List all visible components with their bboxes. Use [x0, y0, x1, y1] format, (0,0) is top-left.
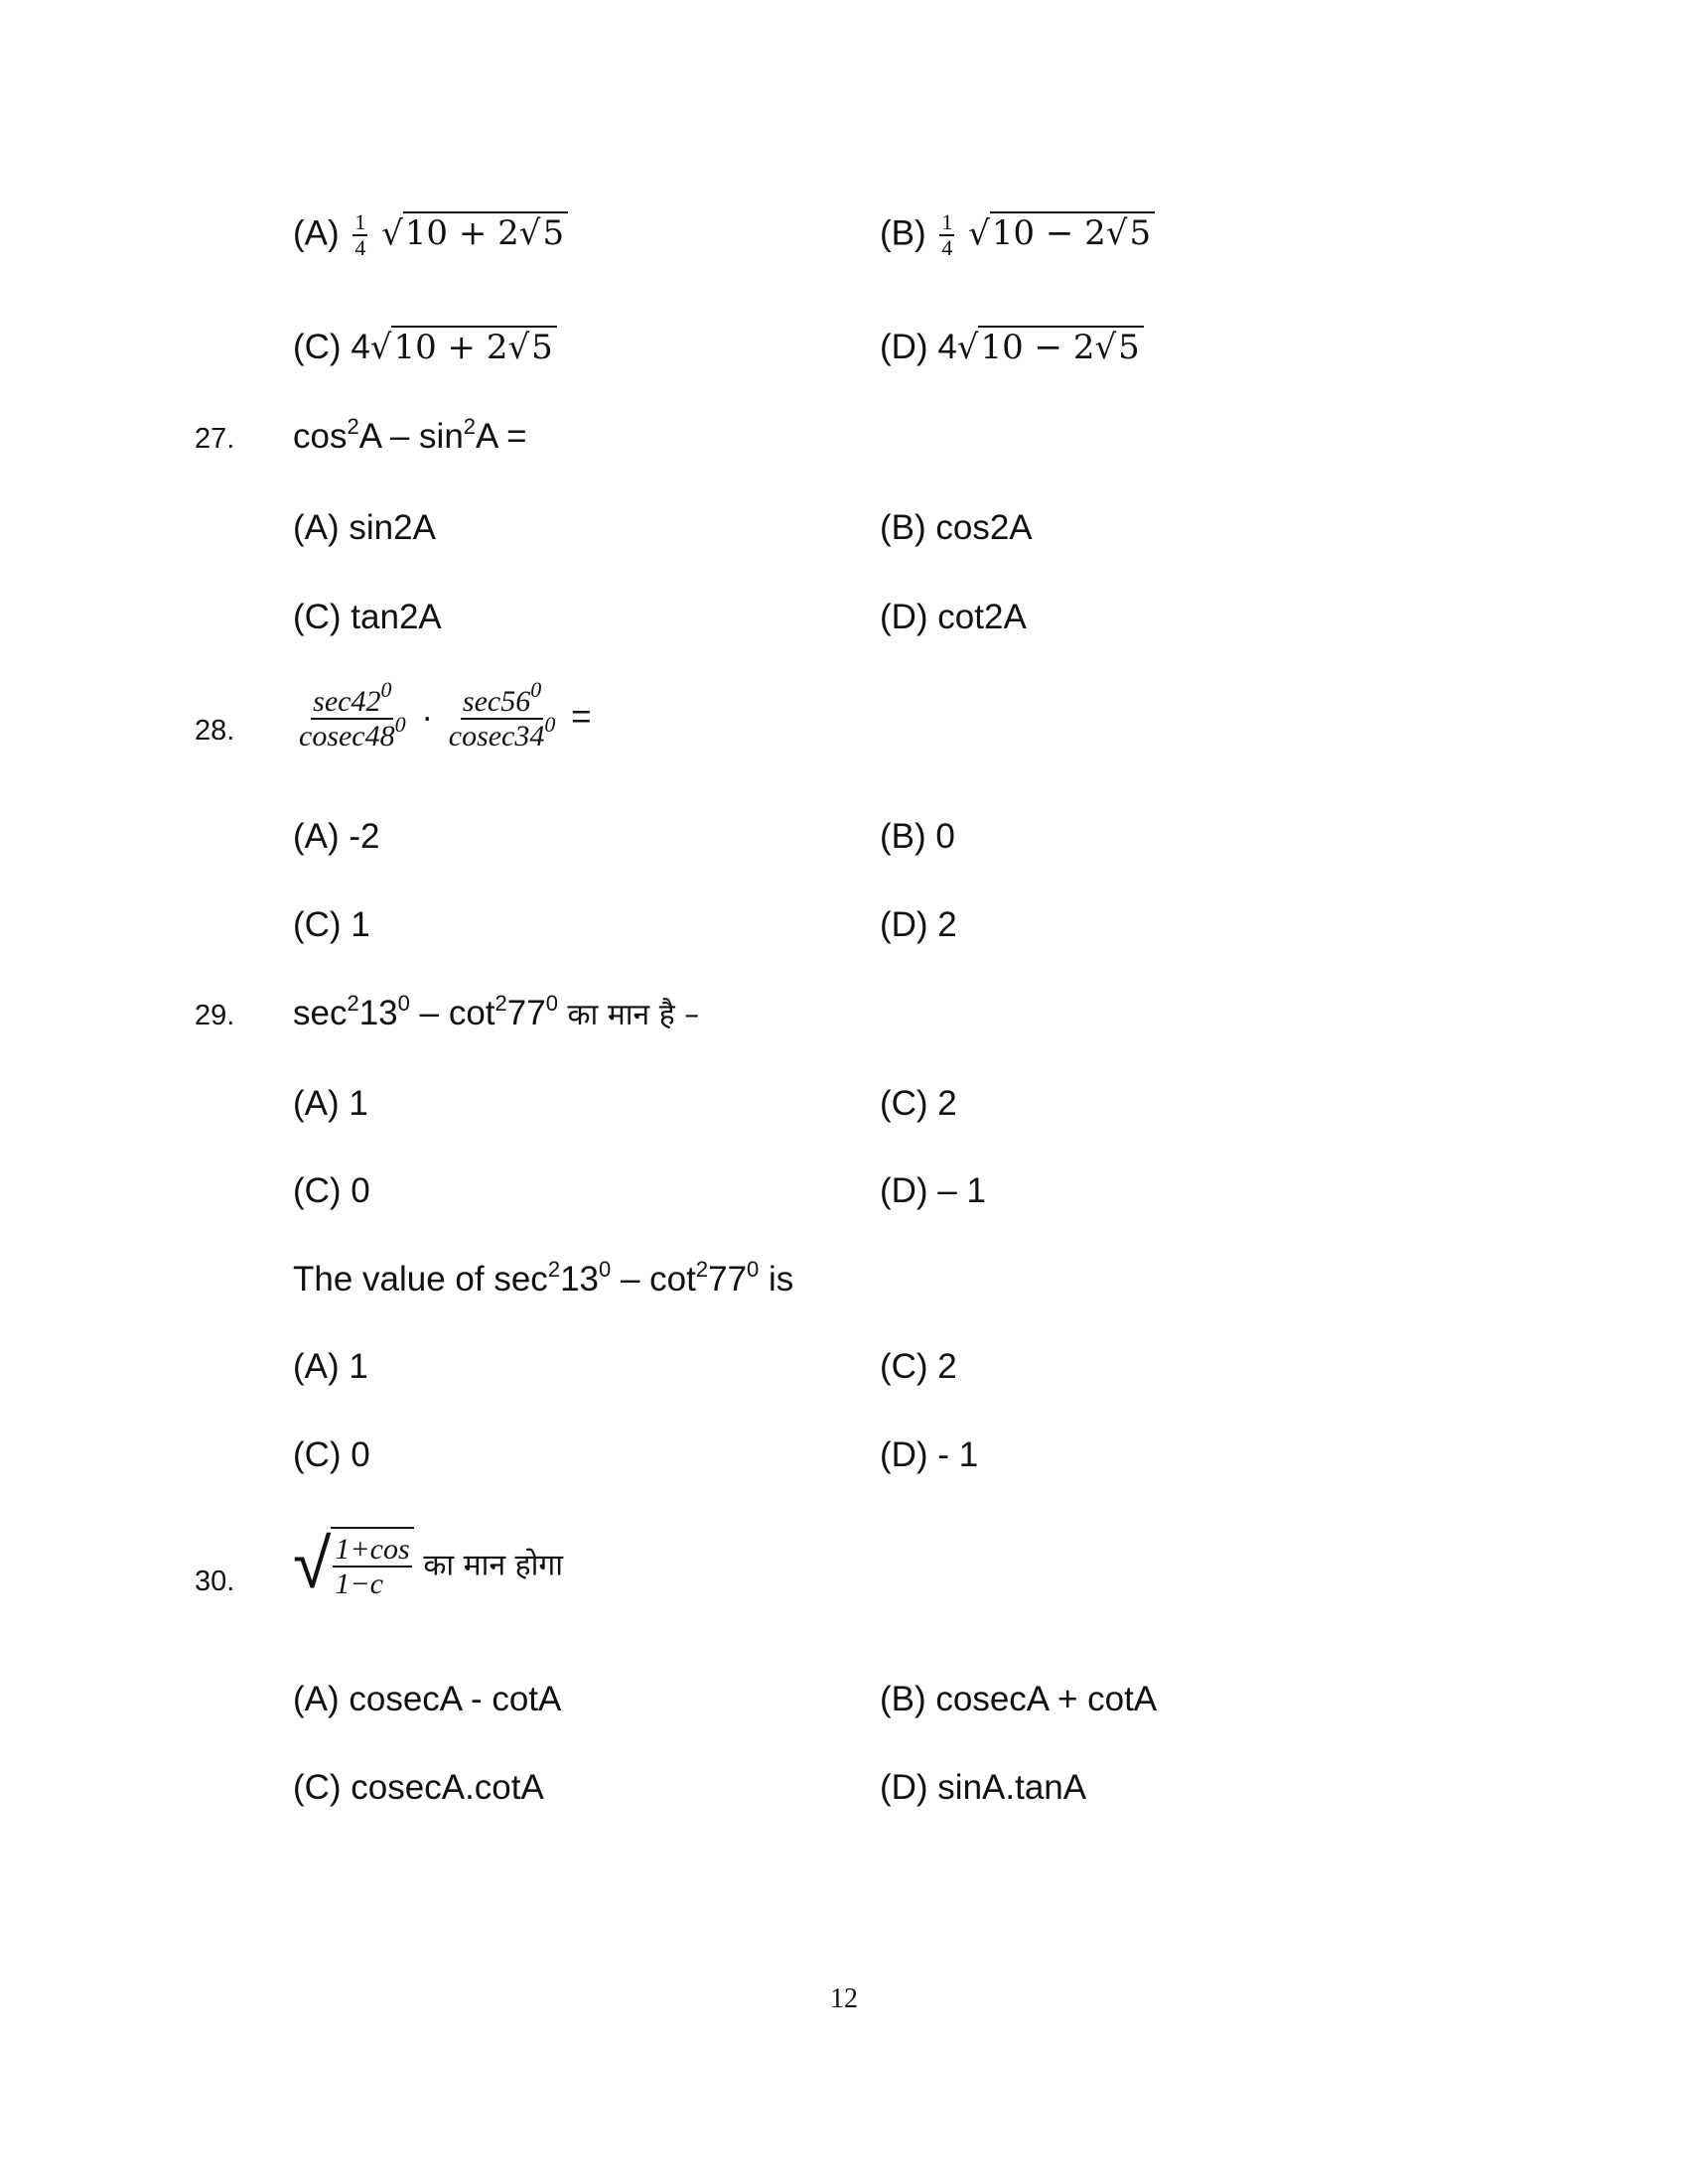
- q29-en-option-c: (C) 0: [293, 1435, 370, 1474]
- q29-option-a: (A) 1: [293, 1084, 368, 1123]
- q27-option-d: (D) cot2A: [880, 598, 1027, 636]
- q28-option-d: (D) 2: [880, 905, 957, 944]
- q26-option-c: (C) 4√10 + 2√5: [293, 328, 557, 367]
- q28-option-b: (B) 0: [880, 817, 955, 856]
- sqrt-sign: √: [293, 1523, 332, 1604]
- q30-option-a: (A) cosecA - cotA: [293, 1680, 562, 1718]
- q29-en-option-b: (C) 2: [880, 1347, 957, 1386]
- q27-option-a: (A) sin2A: [293, 508, 436, 547]
- q27-number: 27.: [195, 423, 235, 455]
- q26-option-d: (D) 4√10 − 2√5: [880, 328, 1144, 367]
- q28-option-a: (A) -2: [293, 817, 380, 856]
- q30-option-c: (C) cosecA.cotA: [293, 1768, 544, 1807]
- q29-number: 29.: [195, 1000, 235, 1031]
- page-number: 12: [830, 1983, 858, 2014]
- q30-option-d: (D) sinA.tanA: [880, 1768, 1087, 1807]
- q27-option-c: (C) tan2A: [293, 598, 442, 636]
- q28-option-c: (C) 1: [293, 905, 370, 944]
- q29-en-option-d: (D) - 1: [880, 1435, 979, 1474]
- q29-question-hindi: $\sec^213^0 - \cot^277^0$ का मान है –: [293, 991, 700, 1032]
- q27-option-b: (B) cos2A: [880, 508, 1033, 547]
- q28-question: $\frac{\sec 42^0}{cosec48^0}$ · $\frac{\sec 56^0}{cosec34^0}$ =: [299, 677, 592, 752]
- q29-en-option-a: (A) 1: [293, 1347, 368, 1386]
- q28-number: 28.: [195, 715, 235, 747]
- q29-option-c: (C) 0: [293, 1171, 370, 1210]
- q29-option-d: (D) – 1: [880, 1171, 986, 1210]
- q26-option-a: (A) $\frac{1}{4}$ √10 + 2√5: [293, 210, 568, 260]
- q29-option-b: (C) 2: [880, 1084, 957, 1123]
- q30-number: 30.: [195, 1566, 235, 1597]
- q29-question-english: The value of $\sec^213^0 - \cot^277^0$ is: [293, 1257, 794, 1298]
- q27-question: $\cos^2A - \sin^2A$ =: [293, 414, 527, 456]
- q30-option-b: (B) cosecA + cotA: [880, 1680, 1158, 1718]
- q30-question: √ $\frac{1+\cos}{1-c}$ का मान होगा: [293, 1523, 563, 1604]
- q26-option-b: (B) $\frac{1}{4}$ √10 − 2√5: [880, 210, 1155, 260]
